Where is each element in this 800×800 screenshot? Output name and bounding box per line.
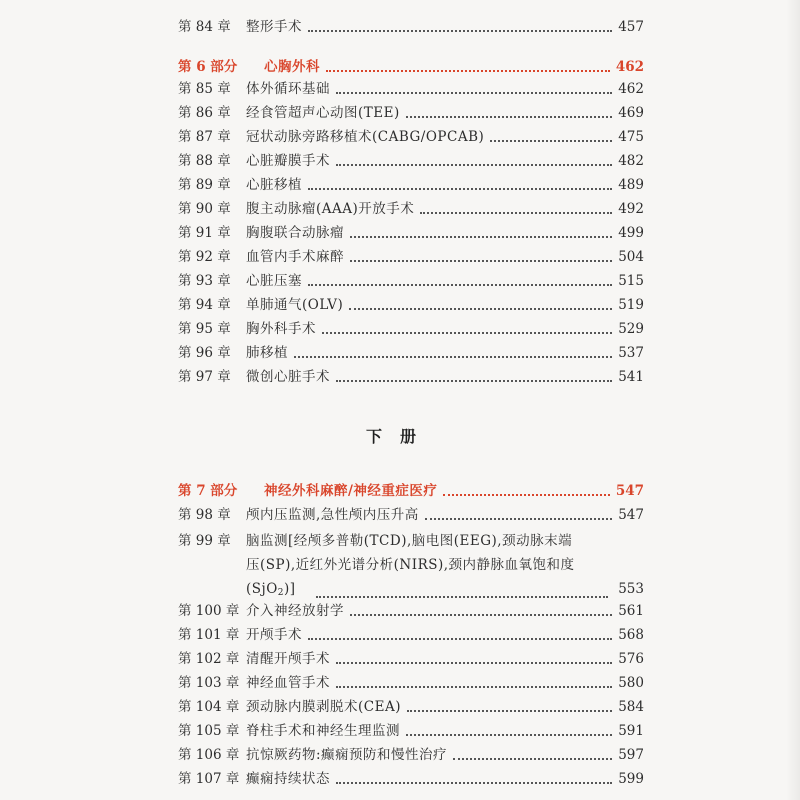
dot-leader [406,734,612,736]
chapter-number: 第 106 章 [178,747,240,763]
page-number: 576 [618,651,644,667]
page-number: 475 [618,129,644,145]
page-number: 541 [618,369,644,385]
page-number: 482 [618,153,644,169]
toc-entry-ch97[interactable] [178,366,644,388]
dot-leader [336,164,612,166]
page-edge-shadow [786,0,800,800]
page-number: 580 [618,675,644,691]
toc-entry-ch90[interactable] [178,198,644,220]
dot-leader [350,614,612,616]
dot-leader [322,332,612,334]
chapter-number: 第 99 章 [178,533,231,549]
toc-entry-ch96[interactable] [178,342,644,364]
chapter-title: 胸外科手术 [246,321,316,337]
chapter-number: 第 96 章 [178,345,231,361]
page-number: 492 [618,201,644,217]
chapter-title: 颈动脉内膜剥脱术(CEA) [246,699,401,715]
chapter-title: 介入神经放射学 [246,603,344,619]
page-number: 462 [615,59,644,75]
dot-leader [406,116,612,118]
chapter-number: 第 101 章 [178,627,240,643]
dot-leader [336,782,612,784]
page-number: 457 [618,19,644,35]
chapter-title: 抗惊厥药物:癫痫预防和慢性治疗 [246,747,448,763]
chapter-number: 第 104 章 [178,699,240,715]
chapter-number: 第 97 章 [178,369,231,385]
dot-leader [407,710,612,712]
chapter-title: 开颅手术 [246,627,302,643]
chapter-number: 第 100 章 [178,603,240,619]
chapter-title: 胸腹联合动脉瘤 [246,225,344,241]
chapter-number: 第 93 章 [178,273,231,289]
dot-leader [336,380,612,382]
subscript: 2 [277,588,285,598]
chapter-title: 心脏移植 [246,177,302,193]
dot-leader [425,518,612,520]
toc-entry-ch102[interactable] [178,648,644,670]
chapter-title: 体外循环基础 [246,81,330,97]
chapter-number: 第 90 章 [178,201,231,217]
toc-entry-ch103[interactable] [178,672,644,694]
chapter-number: 第 107 章 [178,771,240,787]
dot-leader [336,686,612,688]
toc-entry-ch85[interactable] [178,78,644,100]
toc-entry-ch107[interactable] [178,768,644,790]
part-number: 第 7 部分 [178,483,238,499]
toc-entry-ch93[interactable] [178,270,644,292]
page-number: 504 [618,249,644,265]
chapter-number: 第 95 章 [178,321,231,337]
toc-part-7[interactable] [178,480,644,502]
page-number: 462 [618,81,644,97]
chapter-title: 脊柱手术和神经生理监测 [246,723,400,739]
dot-leader [350,236,612,238]
chapter-number: 第 92 章 [178,249,231,265]
dot-leader [308,30,612,32]
dot-leader [316,596,608,598]
toc-entry-ch94[interactable] [178,294,644,316]
toc-entry-ch95[interactable] [178,318,644,340]
chapter-title: 神经血管手术 [246,675,330,691]
page-number: 547 [615,483,644,499]
page-number: 599 [618,771,644,787]
dot-leader [349,308,612,310]
toc-entry-ch88[interactable] [178,150,644,172]
title-text: (SjO [246,581,278,597]
dot-leader [308,188,612,190]
chapter-title-line-2: 压(SP),近红外光谱分析(NIRS),颈内静脉血氧饱和度 [246,557,575,573]
dot-leader [294,356,612,358]
chapter-number: 第 88 章 [178,153,231,169]
page-number: 584 [618,699,644,715]
part-title: 心胸外科 [264,59,320,75]
chapter-number: 第 102 章 [178,651,240,667]
chapter-title: 心脏瓣膜手术 [246,153,330,169]
chapter-number: 第 105 章 [178,723,240,739]
chapter-title: 肺移植 [246,345,288,361]
chapter-title: 腹主动脉瘤(AAA)开放手术 [246,201,415,217]
page-number: 469 [618,105,644,121]
chapter-title: 颅内压监测,急性颅内压升高 [246,507,419,523]
chapter-number: 第 87 章 [178,129,231,145]
dot-leader [308,284,612,286]
dot-leader [453,758,612,760]
toc-entry-ch92[interactable] [178,246,644,268]
toc-entry-ch84[interactable] [178,16,644,38]
toc-entry-ch91[interactable] [178,222,644,244]
dot-leader [420,212,612,214]
page-number: 519 [618,297,644,313]
chapter-number: 第 89 章 [178,177,231,193]
page-number: 529 [618,321,644,337]
part-title: 神经外科麻醉/神经重症医疗 [264,483,438,499]
toc-part-6[interactable] [178,56,644,78]
chapter-title: 微创心脏手术 [246,369,330,385]
chapter-number: 第 84 章 [178,19,231,35]
toc-entry-ch86[interactable] [178,102,644,124]
page-number: 561 [618,603,644,619]
toc-entry-ch89[interactable] [178,174,644,196]
chapter-title: 冠状动脉旁路移植术(CABG/OPCAB) [246,129,485,145]
toc-entry-ch104[interactable] [178,696,644,718]
chapter-title-line-1: 脑监测[经颅多普勒(TCD),脑电图(EEG),颈动脉末端 [246,533,573,549]
chapter-number: 第 91 章 [178,225,231,241]
toc-entry-ch99[interactable] [178,530,644,552]
dot-leader [336,662,612,664]
toc-entry-ch100[interactable] [178,600,644,622]
volume-heading: 下册 [365,427,434,446]
chapter-title-line-3 [246,578,326,600]
chapter-title: 清醒开颅手术 [246,651,330,667]
page-number: 515 [618,273,644,289]
chapter-title: 癫痫持续状态 [246,771,330,787]
chapter-number: 第 103 章 [178,675,240,691]
dot-leader [350,260,612,262]
toc-entry-ch87[interactable] [178,126,644,148]
dot-leader [308,638,612,640]
dot-leader [443,494,609,496]
page-number: 489 [618,177,644,193]
page-number: 547 [618,507,644,523]
chapter-title: 心脏压塞 [246,273,302,289]
toc-entry-ch98[interactable] [178,504,644,526]
page-number: 597 [618,747,644,763]
toc-entry-ch106[interactable] [178,744,644,766]
page-number: 568 [618,627,644,643]
dot-leader [326,70,610,72]
toc-entry-ch105[interactable] [178,720,644,742]
page-number: 553 [618,581,644,597]
chapter-title: 血管内手术麻醉 [246,249,344,265]
chapter-title: 经食管超声心动图(TEE) [246,105,400,121]
chapter-title: 单肺通气(OLV) [246,297,344,313]
chapter-number: 第 94 章 [178,297,231,313]
dot-leader [490,140,612,142]
chapter-number: 第 85 章 [178,81,231,97]
chapter-number: 第 86 章 [178,105,231,121]
page-number: 499 [618,225,644,241]
toc-entry-ch101[interactable] [178,624,644,646]
dot-leader [336,92,612,94]
chapter-number: 第 98 章 [178,507,231,523]
part-number: 第 6 部分 [178,59,238,75]
page-number: 537 [618,345,644,361]
title-text: )] [284,581,296,597]
chapter-title: 整形手术 [246,19,302,35]
page-number: 591 [618,723,644,739]
